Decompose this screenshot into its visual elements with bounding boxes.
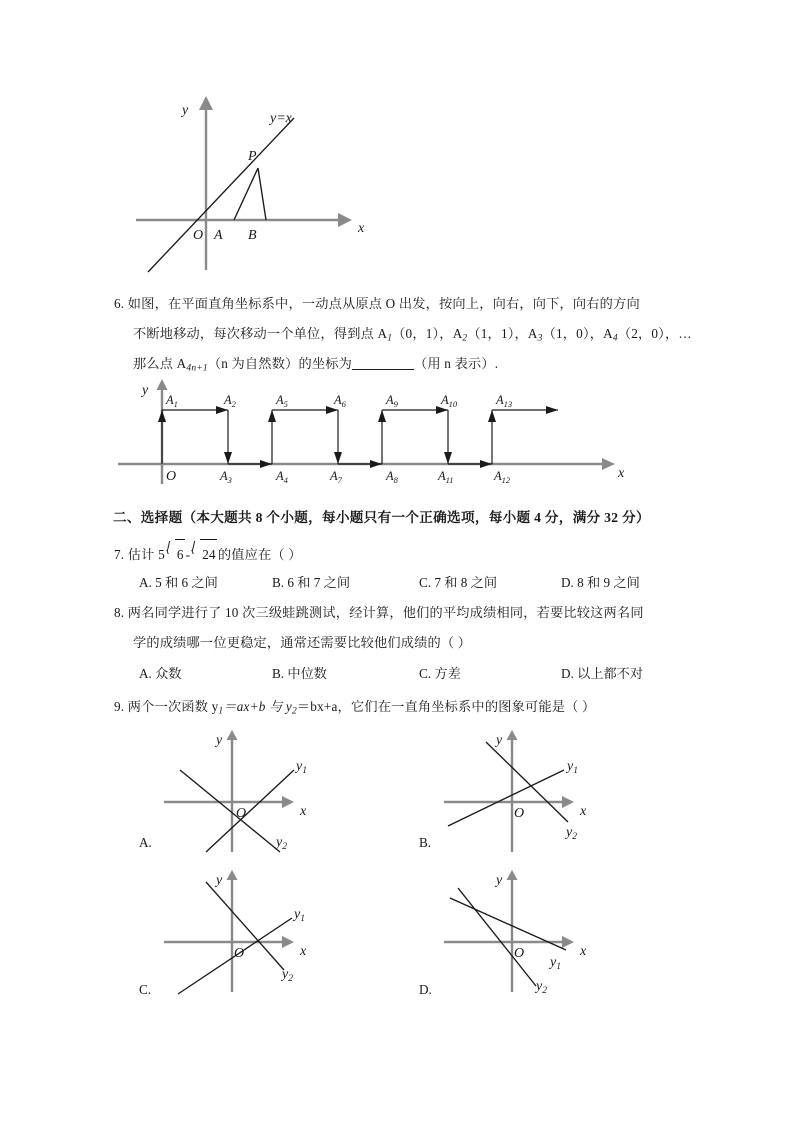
question-9-stem [114, 692, 595, 727]
q9c-y-axis-label: y [216, 873, 223, 888]
question-6-sub-4n1: 4n+1 [186, 363, 208, 374]
question-7-option-a[interactable] [139, 568, 218, 598]
question-6-text-2a: 不断地移动，每次移动一个单位，得到点 A [133, 326, 388, 341]
q9b-series-1-label: y1 [567, 759, 578, 776]
radical-6 [166, 538, 185, 570]
question-8-option-a[interactable] [139, 659, 182, 689]
staircase-label-a4: A4 [276, 469, 288, 485]
staircase-label-a2: A2 [224, 393, 236, 409]
question-6-sub-2: 2 [462, 333, 468, 344]
question-8-option-d[interactable] [561, 659, 643, 689]
staircase-origin-label: O [166, 469, 177, 484]
q8-option-b-text: 中位数 [287, 666, 327, 681]
q7-option-d-letter: D. [561, 575, 574, 590]
q9d-series-2-label: y2 [536, 979, 547, 996]
radical-24 [191, 538, 217, 570]
question-7-prefix: 估计 5 [127, 547, 165, 562]
question-9-option-a-letter[interactable]: A. [139, 835, 152, 850]
q9a-x-axis-label: x [300, 804, 307, 819]
q9c-series-1-label: y1 [294, 907, 305, 924]
q9c-origin-label: O [234, 946, 245, 961]
q9c-series-2-label: y2 [282, 967, 293, 984]
question-6-text-3c: （用 n 表示）. [414, 356, 499, 371]
question-9-text-c: ＝bx+a，它们在一直角坐标系中的图象可能是（ ） [296, 699, 596, 714]
staircase-label-a10: A10 [441, 393, 458, 409]
question-9-number: 9. [114, 699, 125, 714]
question-7-option-d[interactable] [561, 568, 640, 598]
question-8-line-2: 学的成绩哪一位更稳定，通常还需要比较他们成绩的（ ） [133, 635, 472, 650]
question-9-graph-c[interactable] [160, 870, 340, 995]
staircase-x-axis-label: x [618, 466, 625, 481]
staircase-label-a11: A11 [438, 469, 454, 485]
question-6-number: 6. [114, 296, 125, 311]
question-9-option-b-letter[interactable]: B. [419, 835, 432, 850]
q9d-y-axis-label: y [496, 873, 503, 888]
q7-option-d-text: 8 和 9 之间 [577, 575, 640, 590]
figure-origin-label: O [193, 228, 204, 243]
question-6-text-2d: （1，0），A [542, 326, 613, 341]
q7-option-c-letter: C. [419, 575, 432, 590]
question-6-text-2b: （0，1），A [392, 326, 463, 341]
q9d-x-axis-label: x [580, 944, 587, 959]
question-9-graph-b[interactable] [440, 730, 620, 855]
question-7-suffix: 的值应在（ ） [217, 547, 302, 562]
staircase-label-a8: A8 [386, 469, 398, 485]
question-7-stem [114, 538, 302, 570]
q7-option-a-text: 5 和 6 之间 [155, 575, 218, 590]
question-7-option-c[interactable] [419, 568, 497, 598]
staircase-label-a5: A5 [276, 393, 288, 409]
q9c-x-axis-label: x [300, 944, 307, 959]
question-8-option-c[interactable] [419, 659, 461, 689]
staircase-label-a13: A13 [496, 393, 513, 409]
question-6-sub-4: 4 [612, 333, 618, 344]
radicand-6: 6 [175, 539, 185, 570]
question-9-graph-a[interactable] [160, 730, 340, 855]
staircase-label-a7: A7 [330, 469, 342, 485]
staircase-label-a3: A3 [220, 469, 232, 485]
q8-option-c-letter: C. [419, 666, 432, 681]
figure-y-axis-label: y [182, 103, 189, 118]
q9a-y-axis-label: y [216, 733, 223, 748]
q9b-y-axis-label: y [496, 733, 503, 748]
question-7-middle: - [185, 547, 191, 562]
section-2-heading: 二、选择题（本大题共 8 个小题，每小题只有一个正确选项，每小题 4 分，满分 32 分） [113, 510, 650, 525]
q9a-origin-label: O [236, 806, 247, 821]
q9d-series-1-label: y1 [550, 955, 561, 972]
q9b-origin-label: O [514, 806, 525, 821]
question-6-text-3a: 那么点 A [133, 356, 187, 371]
figure-triangle-on-line [130, 92, 380, 272]
q8-option-c-text: 方差 [434, 666, 461, 681]
q7-option-c-text: 7 和 8 之间 [434, 575, 498, 590]
question-7-number: 7. [114, 547, 125, 562]
q9a-series-1-label: y1 [296, 759, 307, 776]
q9b-x-axis-label: x [580, 804, 587, 819]
q8-option-a-text: 众数 [155, 666, 182, 681]
staircase-label-a6: A6 [334, 393, 346, 409]
question-9-text-a: 两个一次函数 y [127, 699, 219, 714]
q7-option-a-letter: A. [139, 575, 152, 590]
q8-option-b-letter: B. [272, 666, 285, 681]
question-8-option-b[interactable] [272, 659, 327, 689]
question-8-text-1: 两名同学进行了 10 次三级蛙跳测试，经计算，他们的平均成绩相同，若要比较这两名同 [127, 605, 644, 620]
q9a-series-2-label: y2 [276, 835, 287, 852]
q9d-origin-label: O [514, 946, 525, 961]
question-9-text-b: ＝ax+b 与 y [223, 699, 292, 714]
question-6-sub-1: 1 [387, 333, 393, 344]
question-9-graph-d[interactable] [440, 870, 620, 995]
staircase-label-a1: A1 [166, 393, 178, 409]
question-6-text-3b: （n 为自然数）的坐标为 [207, 356, 353, 371]
question-6-sub-3: 3 [537, 333, 543, 344]
figure-staircase-path [112, 378, 632, 486]
question-9-option-c-letter[interactable]: C. [139, 982, 152, 997]
answer-blank[interactable] [352, 356, 414, 370]
q8-option-a-letter: A. [139, 666, 152, 681]
question-8-line-1 [114, 598, 644, 628]
q7-option-b-text: 6 和 7 之间 [287, 575, 351, 590]
q8-option-d-text: 以上都不对 [577, 666, 644, 681]
question-6-text-2c: （1，1），A [467, 326, 538, 341]
question-6-line-1 [114, 289, 640, 319]
staircase-y-axis-label: y [142, 383, 149, 398]
figure-point-a-label: A [214, 228, 223, 243]
figure-point-p-label: P [248, 149, 257, 164]
question-6-text-2e: （2，0），… [617, 326, 692, 341]
q8-option-d-letter: D. [561, 666, 574, 681]
question-9-sub-1: 1 [218, 706, 224, 717]
radicand-24: 24 [200, 539, 217, 570]
figure-point-b-label: B [248, 228, 257, 243]
figure-x-axis-label: x [358, 221, 365, 236]
q9b-series-2-label: y2 [566, 825, 577, 842]
question-8-number: 8. [114, 605, 125, 620]
question-6-text-1: 如图，在平面直角坐标系中，一动点从原点 O 出发，按向上，向右，向下，向右的方向 [127, 296, 640, 311]
figure-line-equation-label: y=x [270, 111, 292, 126]
q7-option-b-letter: B. [272, 575, 285, 590]
question-9-option-d-letter[interactable]: D. [419, 982, 432, 997]
question-9-sub-2: 2 [291, 706, 297, 717]
question-7-option-b[interactable] [272, 568, 350, 598]
staircase-label-a12: A12 [494, 469, 511, 485]
staircase-label-a9: A9 [386, 393, 398, 409]
